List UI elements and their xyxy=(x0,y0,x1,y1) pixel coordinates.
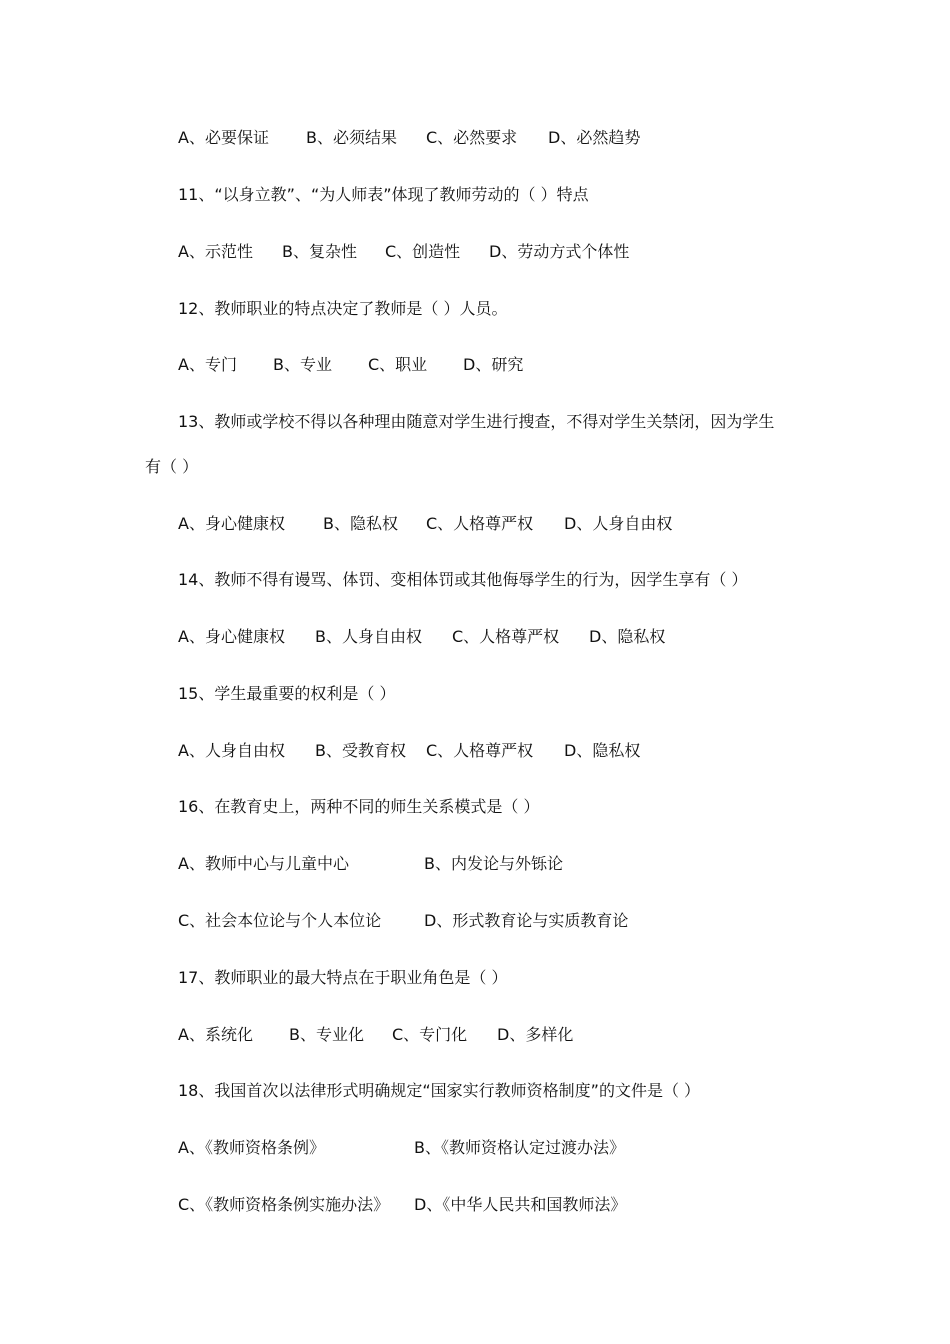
q15-stem: 15、学生最重要的权利是（ ） xyxy=(178,684,396,703)
q10-option-a: A、必要保证 xyxy=(178,128,269,147)
q13-option-a: A、身心健康权 xyxy=(178,514,285,533)
q12-option-c: C、职业 xyxy=(368,355,428,374)
q15-option-c: C、人格尊严权 xyxy=(426,741,534,760)
q14-option-b: B、人身自由权 xyxy=(315,627,422,646)
q14-option-d: D、隐私权 xyxy=(589,627,666,646)
q11-option-b: B、复杂性 xyxy=(282,242,357,261)
q15-option-a: A、人身自由权 xyxy=(178,741,285,760)
q12-option-a: A、专门 xyxy=(178,355,237,374)
q13-option-b: B、隐私权 xyxy=(323,514,398,533)
q13-stem-line2: 有（ ） xyxy=(145,457,199,476)
q11-option-c: C、创造性 xyxy=(385,242,461,261)
q17-option-d: D、多样化 xyxy=(497,1025,574,1044)
q16-option-b: B、内发论与外铄论 xyxy=(424,854,563,873)
q16-option-d: D、形式教育论与实质教育论 xyxy=(424,911,629,930)
q12-option-d: D、研究 xyxy=(463,355,524,374)
q13-option-c: C、人格尊严权 xyxy=(426,514,534,533)
q18-option-b: B、《教师资格认定过渡办法》 xyxy=(414,1138,625,1157)
q14-stem: 14、教师不得有谩骂、体罚、变相体罚或其他侮辱学生的行为，因学生享有（ ） xyxy=(178,570,748,589)
q17-option-c: C、专门化 xyxy=(392,1025,468,1044)
q16-stem: 16、在教育史上，两种不同的师生关系模式是（ ） xyxy=(178,797,540,816)
q17-stem: 17、教师职业的最大特点在于职业角色是（ ） xyxy=(178,968,508,987)
q18-option-a: A、《教师资格条例》 xyxy=(178,1138,325,1157)
q12-option-b: B、专业 xyxy=(273,355,332,374)
q18-option-c: C、《教师资格条例实施办法》 xyxy=(178,1195,390,1214)
q11-option-d: D、劳动方式个体性 xyxy=(489,242,630,261)
q13-stem-line1: 13、教师或学校不得以各种理由随意对学生进行搜查，不得对学生关禁闭，因为学生 xyxy=(178,412,775,431)
q16-option-c: C、社会本位论与个人本位论 xyxy=(178,911,382,930)
q14-option-a: A、身心健康权 xyxy=(178,627,285,646)
q10-option-d: D、必然趋势 xyxy=(548,128,641,147)
q15-option-b: B、受教育权 xyxy=(315,741,406,760)
q10-option-c: C、必然要求 xyxy=(426,128,518,147)
q18-stem: 18、我国首次以法律形式明确规定“国家实行教师资格制度”的文件是（ ） xyxy=(178,1081,701,1100)
q17-option-a: A、系统化 xyxy=(178,1025,253,1044)
q18-option-d: D、《中华人民共和国教师法》 xyxy=(414,1195,627,1214)
q14-option-c: C、人格尊严权 xyxy=(452,627,560,646)
q15-option-d: D、隐私权 xyxy=(564,741,641,760)
q17-option-b: B、专业化 xyxy=(289,1025,364,1044)
q11-stem: 11、“以身立教”、“为人师表”体现了教师劳动的（ ）特点 xyxy=(178,185,589,204)
q12-stem: 12、教师职业的特点决定了教师是（ ）人员。 xyxy=(178,299,508,318)
q11-option-a: A、示范性 xyxy=(178,242,253,261)
q16-option-a: A、教师中心与儿童中心 xyxy=(178,854,349,873)
q10-option-b: B、必须结果 xyxy=(306,128,397,147)
q13-option-d: D、人身自由权 xyxy=(564,514,673,533)
